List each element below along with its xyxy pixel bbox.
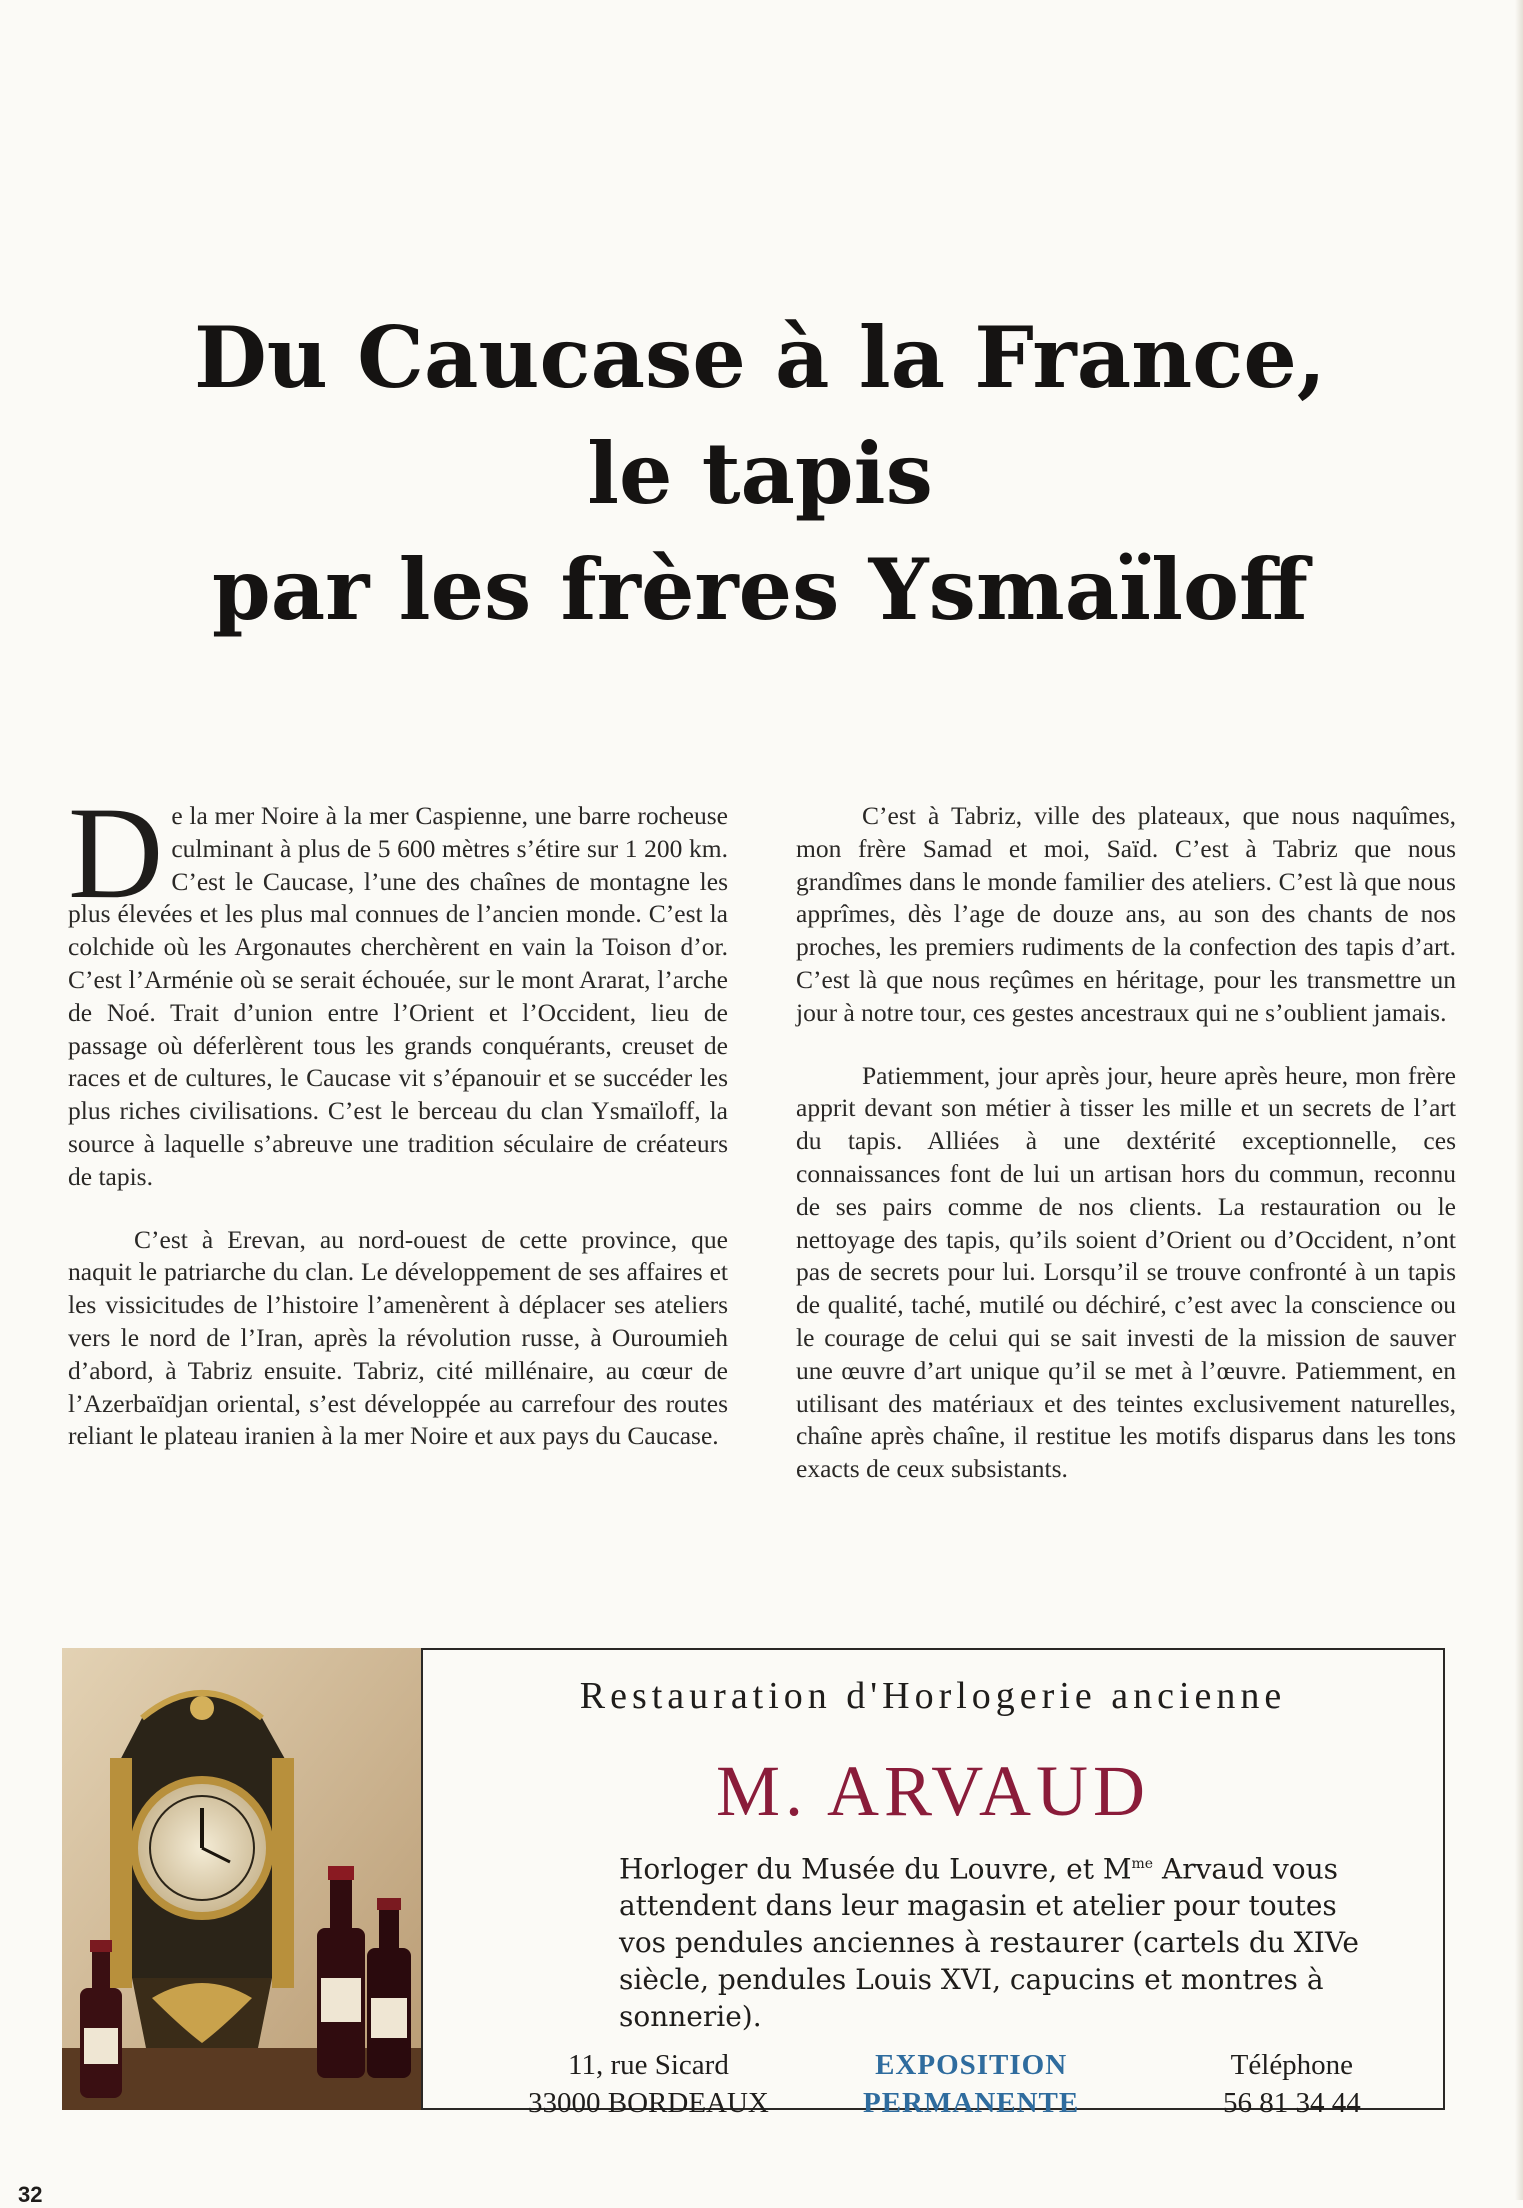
article-title [150,300,1370,648]
article-left-column [68,779,728,1483]
title-line-1: Du Caucase à la France, [193,308,1327,407]
page-number: 32 [18,2182,43,2207]
right-paragraph-2: Patiemment, jour après jour, heure après heure, mon frère apprit devant son métier à tisser les mille et un secrets de l’art du tapis. Alliées à une dextérité exceptionnelle, ces connaissances font de lui un artisan hors du commun, reconnu de ses pairs comme de nos clients. La restauration ou le nettoyage des tapis, qu’ils soient d’Orient ou d’Occident, n’ont pas de secrets pour lui. Lorsqu’il se trouve confronté à un tapis de qualité, taché, mutilé ou déchiré, c’est avec la conscience ou le courage de celui qui se sait investi de la mission de sauver une œuvre d’art unique qu’il se met à l’œuvre. Patiemment, en utilisant des matériaux et des teintes exclusivement naturelles, chaîne après chaîne, il restitue les motifs disparus dans les tons exacts de ceux subsistants. [796,1060,1456,1484]
ad-exposition-line-2: PERMANENTE [863,2087,1080,2119]
ad-description-part-2: Arvaud vous attendent dans leur magasin et atelier pour toutes vos pendules anciennes à restaurer (cartels du XIVe siècle, pendules Louis XVI, capucins et montres à sonnerie). [619,1852,1360,2034]
page-edge-shadow [1515,0,1523,2200]
title-line-2: le tapis [587,424,933,523]
left-paragraph-1-text: e la mer Noire à la mer Caspienne, une barre rocheuse culminant à plus de 5 600 mètres s’étire sur 1 200 km. C’est le Caucase, l’une des chaînes de montagne les plus élevées et les plus mal connues de l’ancien monde. C’est la colchide où les Argonautes cherchèrent en vain la Toison d’or. C’est l’Arménie où se serait échouée, sur le mont Ararat, l’arche de Noé. Trait d’union entre l’Orient et l’Occident, lieu de passage où déferlèrent tous les grands conquérants, creuset de races et de cultures, le Caucase vit s’épanouir et se succéder les plus riches civilisations. C’est le berceau du clan Ysmaïloff, la source à laquelle s’abreuve une tradition séculaire de créateurs de tapis. [68,801,728,1191]
advertisement-box [421,1648,1445,2119]
ad-description [619,1846,1359,2035]
ad-telephone-label: Téléphone [1230,2049,1354,2081]
ad-address-city: 33000 BORDEAUX [528,2087,769,2119]
ad-exposition-line-1: EXPOSITION [875,2049,1068,2081]
left-paragraph-1 [68,779,728,1194]
ad-address [528,2046,769,2122]
right-paragraph-1: C’est à Tabriz, ville des plateaux, que nous naquîmes, mon frère Samad et moi, Saïd. C’est à Tabriz que nous grandîmes dans le monde familier des ateliers. C’est là que nous apprîmes, dès l’age de douze ans, au son des chants de nos proches, les premiers rudiments de la confection des tapis d’art. C’est là que nous reçûmes en héritage, pour les transmettre un jour à notre tour, ces gestes ancestraux qui ne s’oublient jamais. [796,801,1456,1027]
ad-exposition [863,2046,1079,2122]
left-paragraph-2: C’est à Erevan, au nord-ouest de cette province, que naquit le patriarche du clan. Le développement de ses affaires et les vissicitudes de l’histoire l’amenèrent à déplacer ses ateliers vers le nord de l’Iran, après la révolution russe, à Ouroumieh d’abord, à Tabriz ensuite. Tabriz, cité millénaire, au cœur de l’Azerbaïdjan oriental, s’est développée au carrefour des routes reliant le plateau iranien à la mer Noire et aux pays du Caucase. [68,1224,728,1451]
title-line-3: par les frères Ysmaïloff [212,540,1308,639]
ad-telephone [1223,2046,1361,2122]
ad-telephone-number: 56 81 34 44 [1223,2087,1361,2119]
antique-clock-photo [62,1648,421,2110]
ad-address-street: 11, rue Sicard [568,2049,729,2081]
ad-business-name: M. ARVAUD [715,1751,1150,1831]
article-right-column [796,800,1456,1516]
ad-description-part-1: Horloger du Musée du Louvre, et M [619,1852,1132,1886]
ad-kicker: Restauration d'Horlogerie ancienne [579,1675,1287,1717]
drop-cap: D [68,779,164,926]
ad-description-sup: me [1131,1856,1154,1872]
